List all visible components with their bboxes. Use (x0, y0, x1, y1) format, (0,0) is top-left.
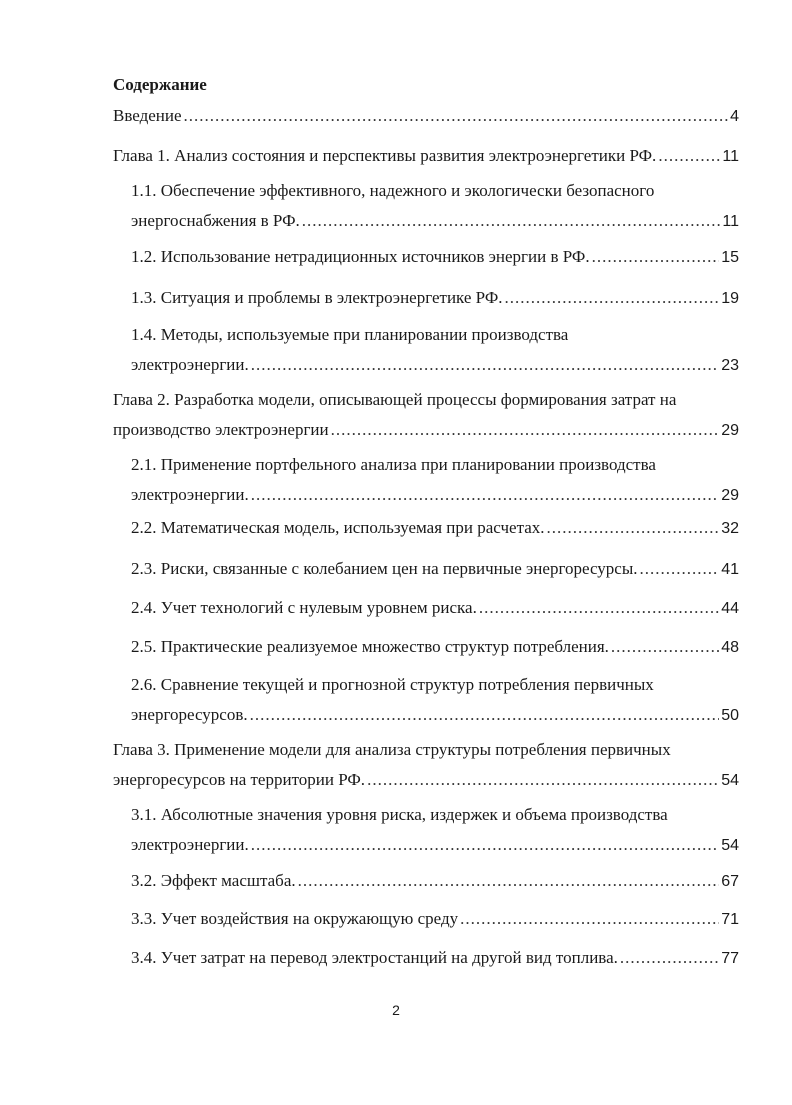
toc-entry-leader-line (131, 350, 739, 381)
toc-entry-title: электроэнергии. (131, 355, 249, 374)
toc-entry-title: Введение (113, 106, 182, 125)
toc-entry (131, 242, 739, 273)
dot-leader (658, 141, 720, 171)
toc-entry-page: 54 (721, 772, 739, 789)
dot-leader (460, 904, 719, 934)
toc-entry-leader-line (113, 101, 739, 132)
toc-entry-title: 1.3. Ситуация и проблемы в электроэнергетике РФ. (131, 288, 503, 307)
toc-entry-leader-line (131, 632, 739, 663)
toc-entry (131, 554, 739, 585)
dot-leader (302, 206, 721, 236)
toc-entry-title: энергоресурсов на территории РФ. (113, 770, 366, 789)
dot-leader (367, 765, 719, 795)
toc-entry-title: 2.5. Практические реализуемое множество структур потребления. (131, 637, 609, 656)
toc-entry (131, 632, 739, 663)
toc-heading: Содержание (113, 75, 207, 94)
dot-leader (547, 513, 720, 543)
dot-leader (251, 480, 719, 510)
toc-entry-title: электроэнергии. (131, 485, 249, 504)
dot-leader (479, 593, 719, 623)
toc-entry-title-line: 2.1. Применение портфельного анализа при планировании производства (131, 455, 656, 474)
toc-entry-title: энергоресурсов. (131, 705, 248, 724)
toc-entry-title-line: 3.1. Абсолютные значения уровня риска, издержек и объема производства (131, 805, 668, 824)
toc-entry-page: 44 (721, 600, 739, 617)
toc-entry-leader-line (131, 242, 739, 273)
toc-entry-page: 48 (721, 639, 739, 656)
toc-entry-page: 11 (722, 213, 739, 230)
toc-entry-page: 67 (721, 873, 739, 890)
toc-entry-page: 4 (730, 108, 739, 125)
toc-entry (131, 904, 739, 935)
toc-entry (131, 283, 739, 314)
toc-entry-leader-line (131, 480, 739, 511)
toc-entry-page: 41 (721, 561, 739, 578)
toc-entry-page: 71 (721, 911, 739, 928)
toc-entry-page: 29 (721, 422, 739, 439)
toc-entry-page: 77 (721, 950, 739, 967)
toc-entry-title: 1.2. Использование нетрадиционных источников энергии в РФ. (131, 247, 590, 266)
dot-leader (184, 101, 729, 131)
toc-entry (113, 141, 739, 172)
toc-entry-page: 11 (722, 148, 739, 165)
toc-entry-title: 2.3. Риски, связанные с колебанием цен на первичные энергоресурсы. (131, 559, 638, 578)
toc-entry-title-line: 1.1. Обеспечение эффективного, надежного и экологически безопасного (131, 181, 655, 200)
toc-entry-leader-line (131, 904, 739, 935)
dot-leader (620, 943, 719, 973)
toc-entry (113, 101, 739, 132)
toc-entry-leader-line (131, 206, 739, 237)
toc-entry-title: 2.2. Математическая модель, используемая при расчетах. (131, 518, 545, 537)
dot-leader (505, 283, 720, 313)
toc-entry (131, 866, 739, 897)
toc-entry-title-line: Глава 2. Разработка модели, описывающей процессы формирования затрат на (113, 390, 677, 409)
dot-leader (640, 554, 720, 584)
toc-entry-page: 50 (721, 707, 739, 724)
toc-entry (131, 800, 739, 861)
page-number: 2 (392, 1002, 400, 1018)
toc-entry-page: 15 (721, 249, 739, 266)
toc-entry-title: 2.4. Учет технологий с нулевым уровнем риска. (131, 598, 477, 617)
toc-entry (131, 513, 739, 544)
toc-entry-title: 3.4. Учет затрат на перевод электростанций на другой вид топлива. (131, 948, 618, 967)
toc-entry-leader-line (131, 866, 739, 897)
toc-entry-leader-line (113, 765, 739, 796)
toc-entry-title: энергоснабжения в РФ. (131, 211, 300, 230)
toc-entry-title: 3.2. Эффект масштаба. (131, 871, 296, 890)
toc-entry (131, 450, 739, 511)
toc-entry-page: 32 (721, 520, 739, 537)
toc-entry-leader-line (131, 943, 739, 974)
toc-entry-title: Глава 1. Анализ состояния и перспективы развития электроэнергетики РФ. (113, 146, 657, 165)
dot-leader (251, 830, 719, 860)
toc-entry (113, 385, 739, 446)
toc-entry-leader-line (131, 513, 739, 544)
toc-entry-leader-line (131, 283, 739, 314)
toc-entry-leader-line (131, 830, 739, 861)
toc-entry (131, 593, 739, 624)
toc-entry-title: электроэнергии. (131, 835, 249, 854)
toc-entry-leader-line (113, 415, 739, 446)
toc-entry (131, 320, 739, 381)
toc-entry (131, 943, 739, 974)
toc-entry-leader-line (131, 554, 739, 585)
dot-leader (611, 632, 719, 662)
toc-entry-title: 3.3. Учет воздействия на окружающую среду (131, 909, 459, 928)
dot-leader (251, 350, 719, 380)
toc-entry-leader-line (113, 141, 739, 172)
toc-entry (131, 176, 739, 237)
toc-entry-title-line: 2.6. Сравнение текущей и прогнозной структур потребления первичных (131, 675, 654, 694)
toc-entry (113, 735, 739, 796)
toc-entry-leader-line (131, 700, 739, 731)
toc-entry-page: 23 (721, 357, 739, 374)
toc-entry-page: 29 (721, 487, 739, 504)
toc-entry-title-line: Глава 3. Применение модели для анализа структуры потребления первичных (113, 740, 671, 759)
toc-entry-title-line: 1.4. Методы, используемые при планировании производства (131, 325, 569, 344)
toc-entry-page: 19 (721, 290, 739, 307)
toc-entry-page: 54 (721, 837, 739, 854)
toc-entry-leader-line (131, 593, 739, 624)
dot-leader (298, 866, 720, 896)
dot-leader (331, 415, 720, 445)
toc-entry (131, 670, 739, 731)
toc-entry-title: производство электроэнергии (113, 420, 329, 439)
dot-leader (592, 242, 720, 272)
dot-leader (250, 700, 720, 730)
